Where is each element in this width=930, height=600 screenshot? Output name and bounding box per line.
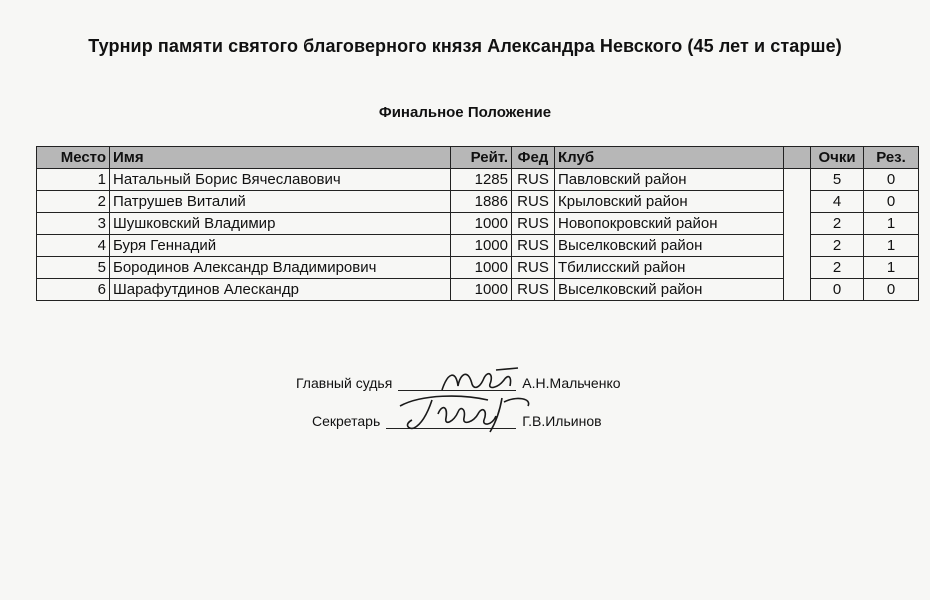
cell-tiebreak: 0 <box>864 279 919 301</box>
cell-club: Выселковский район <box>555 279 784 301</box>
secretary-handwritten-signature <box>392 392 540 436</box>
cell-fed: RUS <box>512 169 555 191</box>
cell-name: Буря Геннадий <box>110 235 451 257</box>
cell-points: 2 <box>811 235 864 257</box>
cell-tiebreak: 1 <box>864 257 919 279</box>
table-body <box>37 169 919 301</box>
cell-rating: 1886 <box>451 191 512 213</box>
cell-tiebreak: 1 <box>864 235 919 257</box>
cell-place: 3 <box>37 213 110 235</box>
header-points: Очки <box>811 147 864 169</box>
cell-place: 6 <box>37 279 110 301</box>
secretary-label: Секретарь <box>312 413 381 429</box>
cell-tiebreak: 1 <box>864 213 919 235</box>
cell-fed: RUS <box>512 257 555 279</box>
cell-name: Бородинов Александр Владимирович <box>110 257 451 279</box>
cell-fed: RUS <box>512 235 555 257</box>
header-name: Имя <box>110 147 451 169</box>
cell-place: 5 <box>37 257 110 279</box>
standings-table <box>36 146 919 301</box>
cell-spacer <box>784 279 811 301</box>
cell-points: 5 <box>811 169 864 191</box>
cell-tiebreak: 0 <box>864 169 919 191</box>
cell-points: 4 <box>811 191 864 213</box>
cell-points: 2 <box>811 257 864 279</box>
cell-club: Новопокровский район <box>555 213 784 235</box>
cell-name: Шарафутдинов Алескандр <box>110 279 451 301</box>
cell-name: Шушковский Владимир <box>110 213 451 235</box>
table-row <box>37 191 919 213</box>
header-fed: Фед <box>512 147 555 169</box>
cell-rating: 1000 <box>451 257 512 279</box>
table-row <box>37 279 919 301</box>
header-tiebreak: Рез. <box>864 147 919 169</box>
judge-label: Главный судья <box>296 375 393 391</box>
document-subtitle: Финальное Положение <box>378 104 552 121</box>
cell-spacer <box>784 213 811 235</box>
cell-spacer <box>784 235 811 257</box>
cell-fed: RUS <box>512 279 555 301</box>
cell-spacer <box>784 191 811 213</box>
cell-points: 2 <box>811 213 864 235</box>
header-place: Место <box>37 147 110 169</box>
cell-rating: 1285 <box>451 169 512 191</box>
cell-name: Патрушев Виталий <box>110 191 451 213</box>
secretary-name: Г.В.Ильинов <box>522 413 602 429</box>
header-rating: Рейт. <box>451 147 512 169</box>
cell-club: Павловский район <box>555 169 784 191</box>
table-row <box>37 235 919 257</box>
cell-place: 1 <box>37 169 110 191</box>
table-row <box>37 213 919 235</box>
cell-club: Выселковский район <box>555 235 784 257</box>
cell-club: Тбилисский район <box>555 257 784 279</box>
judge-name: А.Н.Мальченко <box>522 375 621 391</box>
cell-points: 0 <box>811 279 864 301</box>
cell-place: 4 <box>37 235 110 257</box>
header-spacer <box>784 147 811 169</box>
table-header-row <box>37 147 919 169</box>
cell-club: Крыловский район <box>555 191 784 213</box>
document-title: Турнир памяти святого благоверного князя Александра Невского (45 лет и старше) <box>88 36 842 56</box>
table-row <box>37 169 919 191</box>
cell-rating: 1000 <box>451 279 512 301</box>
cell-rating: 1000 <box>451 235 512 257</box>
cell-fed: RUS <box>512 213 555 235</box>
table-row <box>37 257 919 279</box>
cell-name: Натальный Борис Вячеславович <box>110 169 451 191</box>
cell-spacer <box>784 169 811 191</box>
cell-rating: 1000 <box>451 213 512 235</box>
cell-spacer <box>784 257 811 279</box>
cell-tiebreak: 0 <box>864 191 919 213</box>
cell-place: 2 <box>37 191 110 213</box>
header-club: Клуб <box>555 147 784 169</box>
cell-fed: RUS <box>512 191 555 213</box>
